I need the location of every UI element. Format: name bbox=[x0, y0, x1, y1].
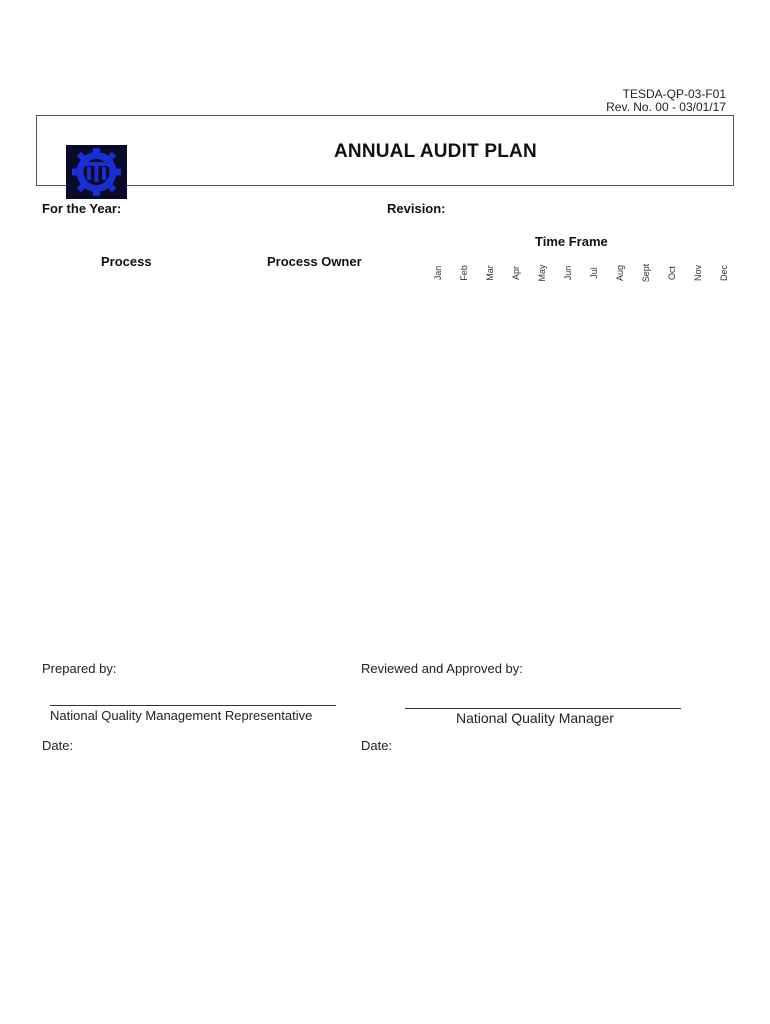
month-jan: Jan bbox=[433, 265, 443, 281]
revision-label: Revision: bbox=[387, 201, 446, 216]
month-dec: Dec bbox=[719, 264, 729, 282]
month-jul: Jul bbox=[589, 267, 599, 279]
time-frame-header: Time Frame bbox=[535, 234, 608, 249]
doc-revision: Rev. No. 00 - 03/01/17 bbox=[606, 100, 726, 114]
document-reference bbox=[606, 88, 726, 114]
month-may: May bbox=[537, 264, 547, 282]
process-column-header: Process bbox=[101, 254, 152, 269]
approver-title: National Quality Manager bbox=[456, 710, 614, 726]
prepared-by-label: Prepared by: bbox=[42, 661, 117, 676]
month-mar: Mar bbox=[485, 265, 495, 281]
month-nov: Nov bbox=[693, 264, 703, 282]
approver-date-label: Date: bbox=[361, 738, 393, 753]
process-owner-column-header: Process Owner bbox=[267, 254, 362, 269]
month-sept: Sept bbox=[641, 263, 651, 283]
preparer-date-label: Date: bbox=[42, 738, 74, 753]
month-feb: Feb bbox=[459, 265, 469, 281]
month-aug: Aug bbox=[615, 264, 625, 282]
doc-code: TESDA-QP-03-F01 bbox=[622, 87, 726, 101]
page-title: ANNUAL AUDIT PLAN bbox=[334, 141, 537, 162]
month-oct: Oct bbox=[667, 265, 677, 281]
preparer-title: National Quality Management Representative bbox=[50, 708, 313, 723]
approver-signature-line bbox=[405, 708, 681, 709]
for-the-year-label: For the Year: bbox=[42, 201, 122, 216]
reviewed-by-label: Reviewed and Approved by: bbox=[361, 661, 523, 676]
tesda-logo bbox=[66, 145, 127, 199]
month-jun: Jun bbox=[563, 265, 573, 281]
preparer-signature-line bbox=[50, 705, 336, 706]
month-apr: Apr bbox=[511, 265, 521, 281]
